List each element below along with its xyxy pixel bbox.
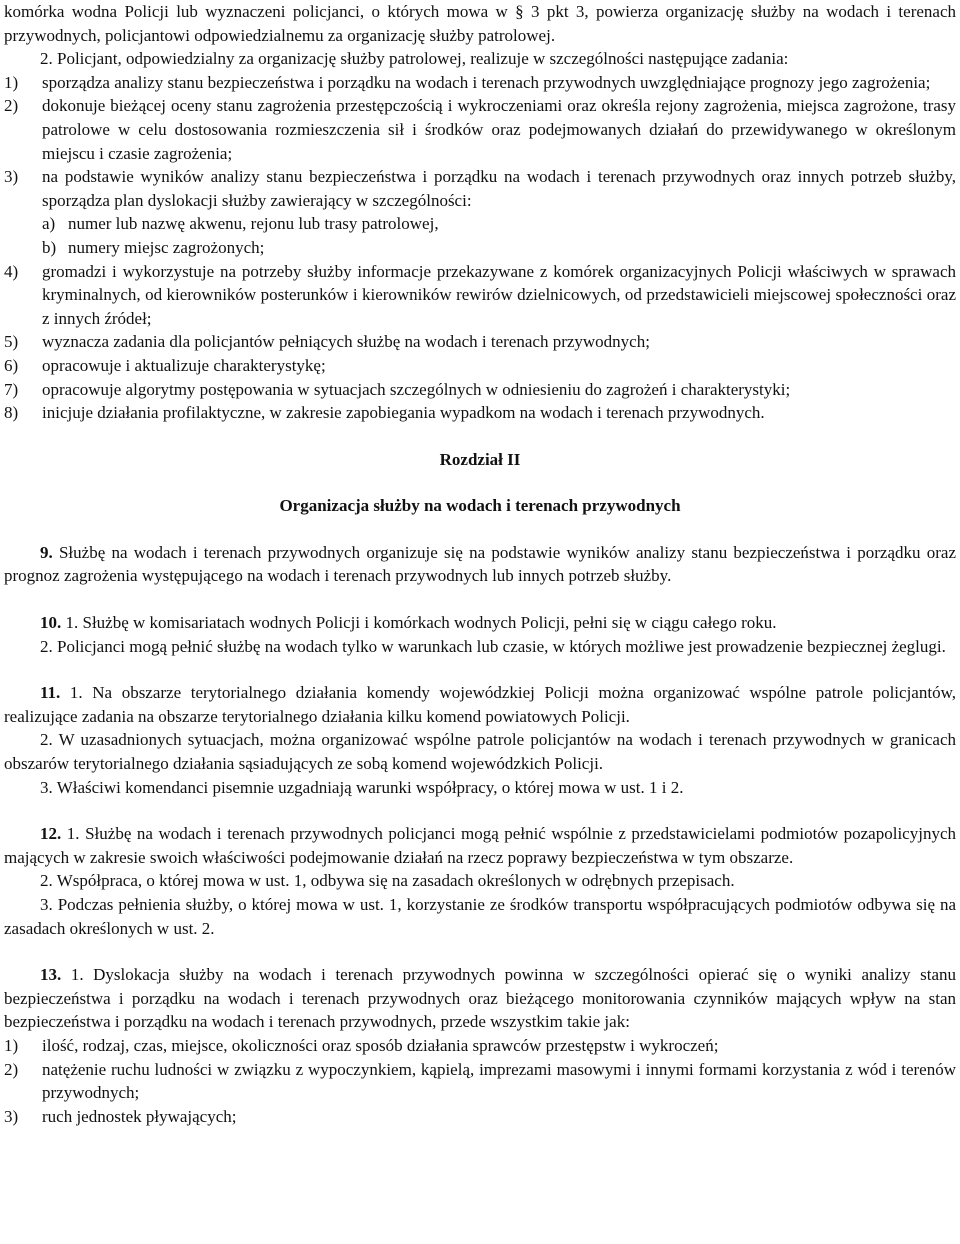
paragraph-2: 2. Policjant, odpowiedzialny za organizację służby patrolowej, realizuje w szczególności następujące zadania: <box>40 49 789 69</box>
list-item: 8) inicjuje działania profilaktyczne, w zakresie zapobiegania wypadkom na wodach i terenach przywodnych. <box>4 403 765 423</box>
list-item: 1) ilość, rodzaj, czas, miejsce, okoliczności oraz sposób działania sprawców przestępstw i wykroczeń; <box>4 1035 719 1055</box>
section-11: 11. 1. Na obszarze terytorialnego działania komendy wojewódzkiej Policji można organizować wspólne patrole policjantów, realizujące zadania na obszarze terytorialnego działania kilku komend powiatowych Policji. 2. W uzasadnionych sytuacjach, można organizować wspólne patrole policjantów na wodach i terenach przywodnych w granicach obszarów terytorialnego działania sąsiadujących ze sobą komend wojewódzkich Policji. 3. Właściwi komendanci pisemnie uzgadniają warunki współpracy, o której mowa w ust. 1 i 2. <box>4 683 956 797</box>
continued-paragraph: komórka wodna Policji lub wyznaczeni policjanci, o których mowa w § 3 pkt 3, powierza organizację służby na wodach i terenach przywodnych, policjantowi odpowiedzialnemu za organizację służby patrolowej. <box>4 2 956 45</box>
section-13: 13. 1. Dyslokacja służby na wodach i terenach przywodnych powinna w szczególności opierać się o wyniki analizy stanu bezpieczeństwa i porządku na wodach i terenach przywodnych oraz bieżącego monitorowania czynników mających wpływ na stan bezpieczeństwa i porządku na wodach i terenach przywodnych, przede wszystkim takie jak: 1) ilość, rodzaj, czas, miejsce, okoliczności oraz sposób działania sprawców przestępstw i wykroczeń; 2) natężenie ruchu ludności w związku z wypoczynkiem, kąpielą, imprezami masowymi i innymi formami korzystania z wód i terenów przywodnych; 3) ruch jednostek pływających; <box>4 963 956 1128</box>
section-10: 10. 1. Służbę w komisariatach wodnych Policji i komórkach wodnych Policji, pełni się w ciągu całego roku. 2. Policjanci mogą pełnić służbę na wodach tylko w warunkach lub czasie, w których możliwe jest prowadzenie bezpiecznej żeglugi. <box>40 613 946 656</box>
section-number: 10. <box>40 613 62 633</box>
list-item: 6) opracowuje i aktualizuje charakterystykę; <box>4 355 326 375</box>
chapter-title: Organizacja służby na wodach i terenach przywodnych <box>279 496 681 516</box>
list-item: 1) sporządza analizy stanu bezpieczeństwa i porządku na wodach i terenach przywodnych uwzględniające prognozy jego zagrożenia; <box>4 72 931 92</box>
section-9: 9. Służbę na wodach i terenach przywodnych organizuje się na podstawie wyników analizy stanu bezpieczeństwa i porządku oraz prognoz zagrożenia występującego na wodach i terenach przywodnych lub innych potrzeb służby. <box>4 542 956 586</box>
list-item: 3) ruch jednostek pływających; <box>4 1106 237 1126</box>
list-item: 2) dokonuje bieżącej oceny stanu zagrożenia przestępczością i wykroczeniami oraz określa rejony zagrożenia, miejsca zagrożone, trasy patrolowe w celu dostosowania rozmieszczenia sił i środków oraz podejmowanych działań do przewidywanego w określonym miejscu i czasie zagrożenia; <box>4 96 956 163</box>
sub-list-item: a) numer lub nazwę akwenu, rejonu lub trasy patrolowej, <box>42 214 439 234</box>
list-item: 5) wyznacza zadania dla policjantów pełniących służbę na wodach i terenach przywodnych; <box>4 332 650 352</box>
list-item: 4) gromadzi i wykorzystuje na potrzeby służby informacje przekazywane z komórek organizacyjnych Policji właściwych w sprawach kryminalnych, od kierowników posterunków i kierowników rewirów dzielnicowych, od przedstawicieli miejscowej społeczności oraz z innych źródeł; <box>4 261 956 328</box>
section-number: 13. <box>40 965 62 985</box>
list-item: 3) na podstawie wyników analizy stanu bezpieczeństwa i porządku na wodach i terenach przywodnych oraz innych potrzeb służby, sporządza plan dyslokacji służby zawierający w szczególności: <box>4 167 956 210</box>
list-item: 2) natężenie ruchu ludności w związku z wypoczynkiem, kąpielą, imprezami masowymi i innymi formami korzystania z wód i terenów przywodnych; <box>4 1059 956 1103</box>
section-12: 12. 1. Służbę na wodach i terenach przywodnych policjanci mogą pełnić wspólnie z przedstawicielami podmiotów pozapolicyjnych mających w zakresie swoich właściwości podejmowanie działań na rzecz poprawy bezpieczeństwa w tym obszarze. 2. Współpraca, o której mowa w ust. 1, odbywa się na zasadach określonych w odrębnych przepisach. 3. Podczas pełnienia służby, o której mowa w ust. 1, korzystanie ze środków transportu współpracujących podmiotów odbywa się na zasadach określonych w ust. 2. <box>4 824 956 938</box>
section-number: 11. <box>40 683 61 703</box>
list-item: 7) opracowuje algorytmy postępowania w sytuacjach szczególnych w odniesieniu do zagrożeń i charakterystyki; <box>4 379 791 399</box>
chapter-label: Rozdział II <box>439 449 521 469</box>
sub-list-item: b) numery miejsc zagrożonych; <box>42 237 265 257</box>
section-number: 12. <box>40 824 62 844</box>
task-list <box>4 71 956 425</box>
section-number: 9. <box>40 542 53 562</box>
